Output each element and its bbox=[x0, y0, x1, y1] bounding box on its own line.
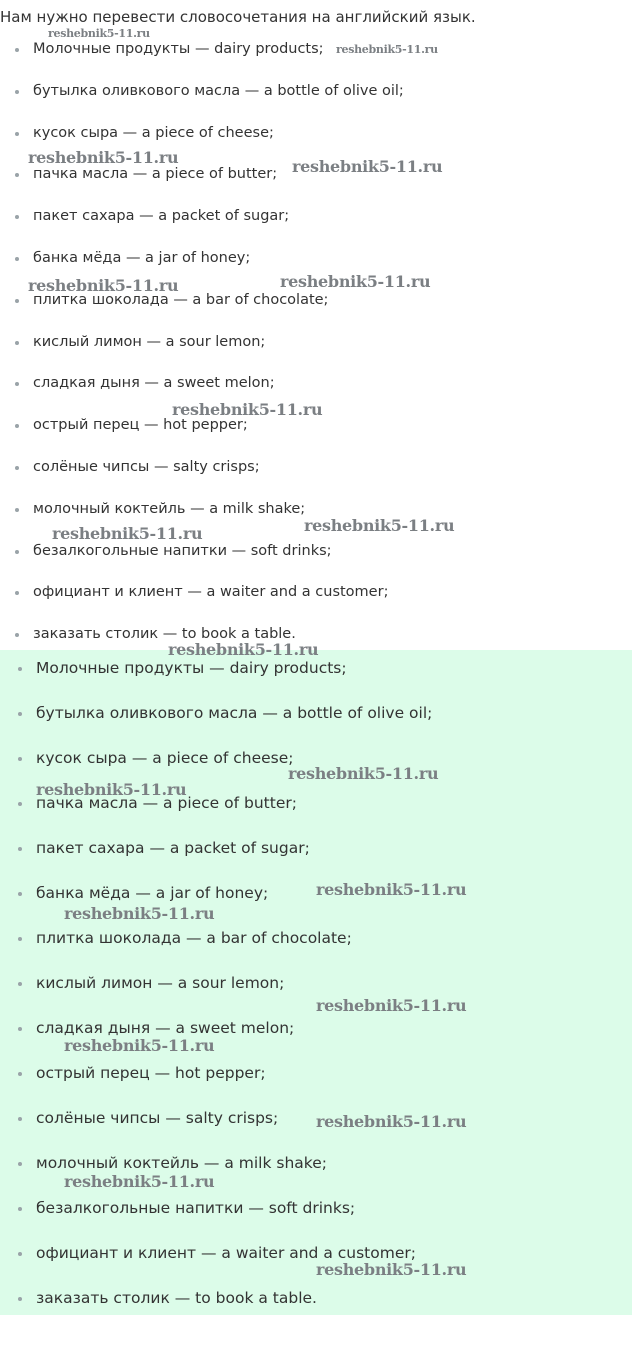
list-item-text: заказать столик — to book a table. bbox=[36, 1289, 317, 1307]
list-item-text: плитка шоколада — a bar of chocolate; bbox=[36, 929, 352, 947]
bullet-icon bbox=[15, 466, 19, 470]
list-item-text: Молочные продукты — dairy products; bbox=[36, 659, 347, 677]
watermark: reshebnik5-11.ru bbox=[172, 400, 323, 419]
bullet-icon bbox=[15, 257, 19, 261]
list-item-text: официант и клиент — a waiter and a customer; bbox=[33, 584, 389, 601]
list-item-text: банка мёда — a jar of honey; bbox=[36, 884, 269, 902]
list-item bbox=[0, 1286, 632, 1331]
bullet-icon bbox=[18, 1027, 22, 1031]
watermark: reshebnik5-11.ru bbox=[28, 276, 179, 295]
list-item bbox=[0, 701, 632, 746]
bullet-icon bbox=[18, 1162, 22, 1166]
watermark: reshebnik5-11.ru bbox=[64, 1172, 215, 1191]
list-item-text: пакет сахара — a packet of sugar; bbox=[36, 839, 310, 857]
highlighted-answer-block bbox=[0, 650, 632, 1315]
bullet-icon bbox=[15, 633, 19, 637]
bullet-icon bbox=[18, 982, 22, 986]
bullet-icon bbox=[18, 1072, 22, 1076]
list-item-text: банка мёда — a jar of honey; bbox=[33, 249, 251, 266]
list-item-text: сладкая дыня — a sweet melon; bbox=[36, 1019, 295, 1037]
intro-text: Нам нужно перевести словосочетания на английский язык. bbox=[0, 8, 476, 26]
list-item bbox=[0, 926, 632, 971]
bullet-icon bbox=[18, 847, 22, 851]
list-item-text: бутылка оливкового масла — a bottle of olive oil; bbox=[36, 704, 433, 722]
bullet-icon bbox=[15, 550, 19, 554]
bullet-icon bbox=[15, 341, 19, 345]
watermark: reshebnik5-11.ru bbox=[288, 764, 439, 783]
list-item bbox=[0, 37, 632, 79]
bullet-icon bbox=[18, 757, 22, 761]
bullet-icon bbox=[15, 591, 19, 595]
list-item-text: острый перец — hot pepper; bbox=[33, 417, 248, 434]
bullet-icon bbox=[15, 382, 19, 386]
bullet-icon bbox=[18, 892, 22, 896]
bullet-icon bbox=[18, 937, 22, 941]
list-item bbox=[0, 204, 632, 246]
translation-list-2 bbox=[0, 656, 632, 1331]
bullet-icon bbox=[15, 215, 19, 219]
list-item bbox=[0, 413, 632, 455]
translation-list-1 bbox=[0, 37, 632, 664]
list-item-text: плитка шоколада — a bar of chocolate; bbox=[33, 291, 329, 308]
watermark: reshebnik5-11.ru bbox=[48, 27, 150, 40]
bullet-icon bbox=[18, 667, 22, 671]
list-item-text: безалкогольные напитки — soft drinks; bbox=[33, 542, 332, 559]
list-item-text: пакет сахара — a packet of sugar; bbox=[33, 208, 290, 225]
watermark: reshebnik5-11.ru bbox=[316, 1112, 467, 1131]
bullet-icon bbox=[15, 48, 19, 52]
list-item-text: сладкая дыня — a sweet melon; bbox=[33, 375, 275, 392]
list-item bbox=[0, 580, 632, 622]
list-item-text: солёные чипсы — salty crisps; bbox=[33, 458, 260, 475]
list-item bbox=[0, 79, 632, 121]
list-item bbox=[0, 1196, 632, 1241]
list-item-text: кусок сыра — a piece of cheese; bbox=[33, 124, 274, 141]
watermark: reshebnik5-11.ru bbox=[28, 148, 179, 167]
list-item-text: острый перец — hot pepper; bbox=[36, 1064, 266, 1082]
watermark: reshebnik5-11.ru bbox=[336, 43, 438, 56]
list-item-text: пачка масла — a piece of butter; bbox=[33, 166, 278, 183]
bullet-icon bbox=[18, 1252, 22, 1256]
list-item-text: безалкогольные напитки — soft drinks; bbox=[36, 1199, 356, 1217]
bullet-icon bbox=[15, 424, 19, 428]
list-item-text: солёные чипсы — salty crisps; bbox=[36, 1109, 279, 1127]
list-item bbox=[0, 455, 632, 497]
watermark: reshebnik5-11.ru bbox=[292, 157, 443, 176]
bullet-icon bbox=[18, 802, 22, 806]
list-item-text: кислый лимон — a sour lemon; bbox=[33, 333, 266, 350]
list-item bbox=[0, 836, 632, 881]
bullet-icon bbox=[18, 1297, 22, 1301]
watermark: reshebnik5-11.ru bbox=[168, 640, 319, 659]
list-item-text: молочный коктейль — a milk shake; bbox=[36, 1154, 327, 1172]
list-item-text: молочный коктейль — a milk shake; bbox=[33, 500, 306, 517]
watermark: reshebnik5-11.ru bbox=[36, 780, 187, 799]
watermark: reshebnik5-11.ru bbox=[304, 516, 455, 535]
bullet-icon bbox=[15, 508, 19, 512]
bullet-icon bbox=[15, 90, 19, 94]
list-item-text: пачка масла — a piece of butter; bbox=[36, 794, 297, 812]
list-item bbox=[0, 1061, 632, 1106]
watermark: reshebnik5-11.ru bbox=[316, 996, 467, 1015]
list-item bbox=[0, 539, 632, 581]
bullet-icon bbox=[18, 712, 22, 716]
bullet-icon bbox=[18, 1207, 22, 1211]
list-item-text: кислый лимон — a sour lemon; bbox=[36, 974, 285, 992]
watermark: reshebnik5-11.ru bbox=[316, 1260, 467, 1279]
bullet-icon bbox=[15, 299, 19, 303]
list-item bbox=[0, 656, 632, 701]
bullet-icon bbox=[18, 1117, 22, 1121]
watermark: reshebnik5-11.ru bbox=[52, 524, 203, 543]
watermark: reshebnik5-11.ru bbox=[64, 1036, 215, 1055]
list-item-text: кусок сыра — a piece of cheese; bbox=[36, 749, 294, 767]
list-item-text: бутылка оливкового масла — a bottle of olive oil; bbox=[33, 82, 404, 99]
watermark: reshebnik5-11.ru bbox=[64, 904, 215, 923]
list-item-text: Молочные продукты — dairy products; bbox=[33, 41, 324, 57]
watermark: reshebnik5-11.ru bbox=[280, 272, 431, 291]
list-item-text: заказать столик — to book a table. bbox=[33, 626, 296, 643]
list-item bbox=[0, 330, 632, 372]
bullet-icon bbox=[15, 132, 19, 136]
list-item-text: официант и клиент — a waiter and a customer; bbox=[36, 1244, 416, 1262]
watermark: reshebnik5-11.ru bbox=[316, 880, 467, 899]
bullet-icon bbox=[15, 173, 19, 177]
